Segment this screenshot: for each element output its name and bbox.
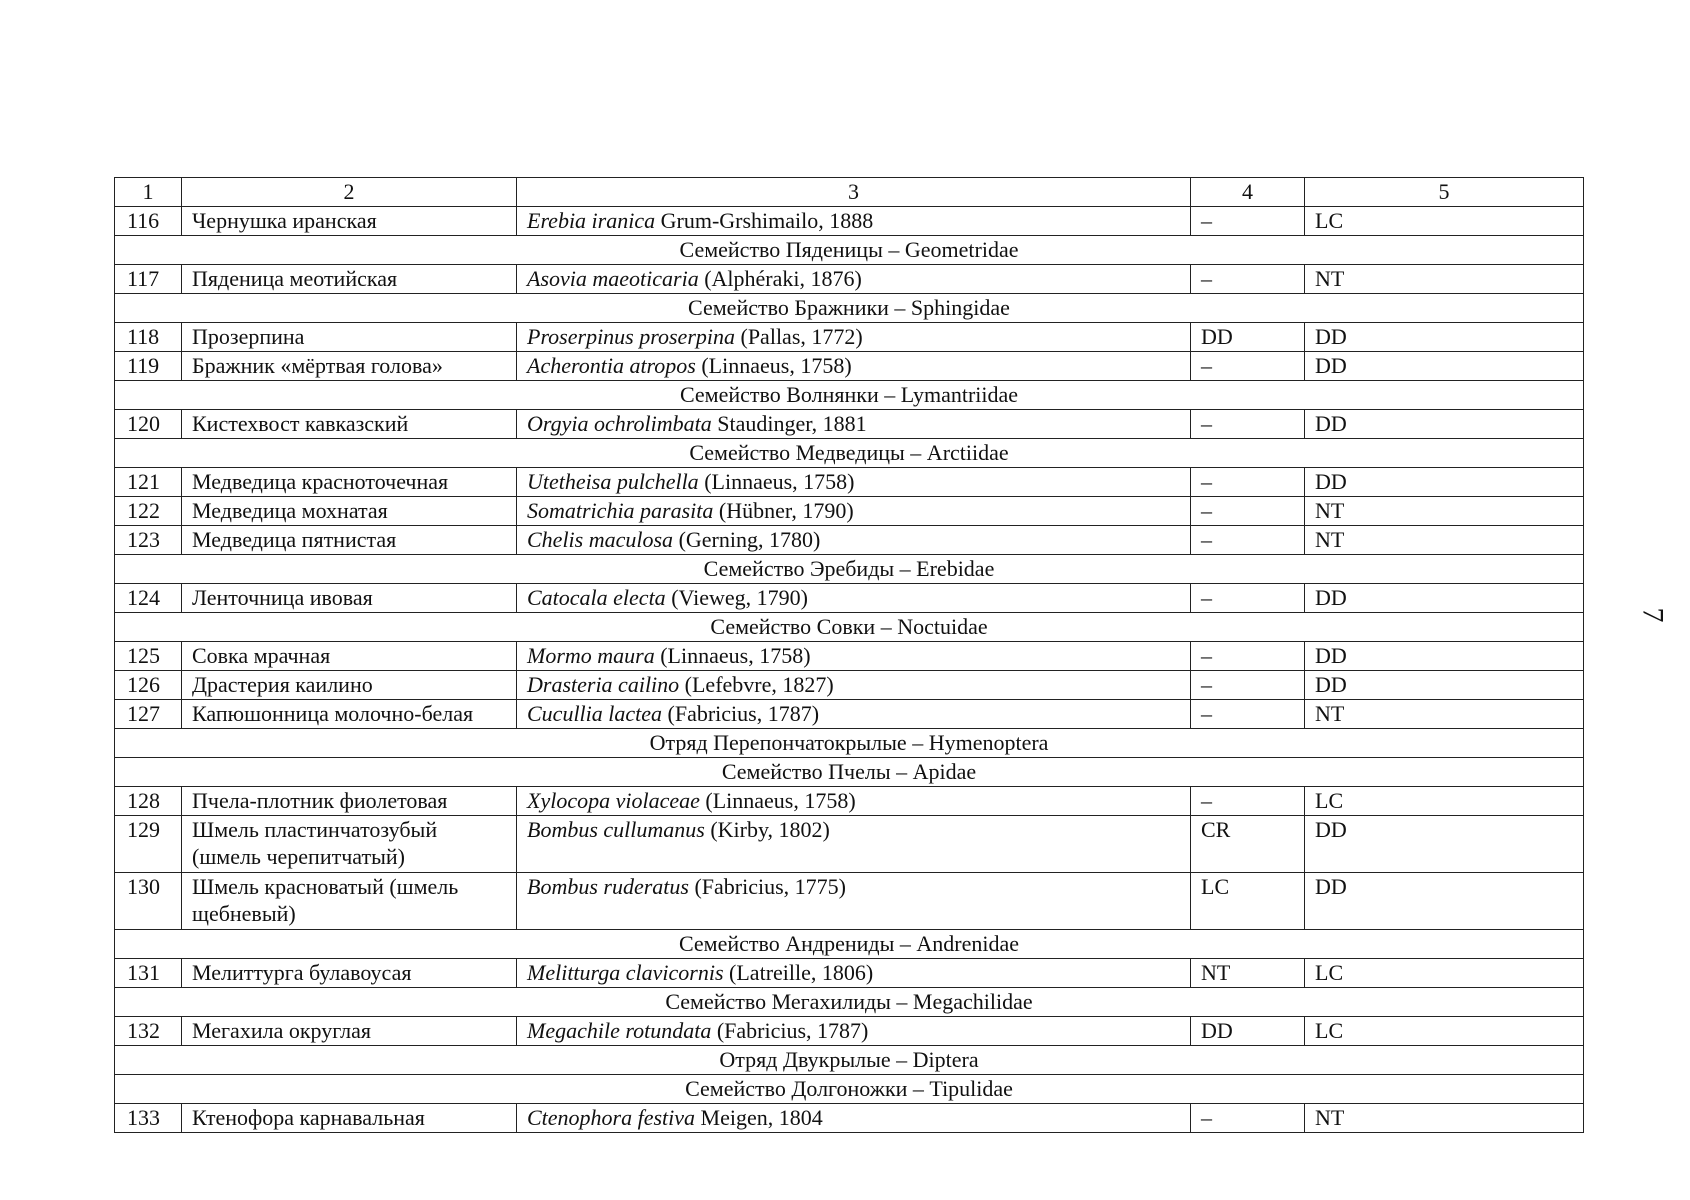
row-number: 122: [115, 497, 182, 526]
scientific-name: [517, 410, 1191, 439]
russian-name: Драстерия каилино: [182, 671, 517, 700]
row-number: 133: [115, 1104, 182, 1133]
group-heading-row: [115, 294, 1584, 323]
scientific-name: [517, 352, 1191, 381]
row-number: 128: [115, 787, 182, 816]
group-heading-row: [115, 729, 1584, 758]
group-heading-row: [115, 1075, 1584, 1104]
latin-binomial: Drasteria cailino: [527, 672, 680, 697]
russian-name: Медведица мохнатая: [182, 497, 517, 526]
status-col4: –: [1191, 700, 1305, 729]
status-col5: NT: [1305, 700, 1584, 729]
group-heading: Отряд Двукрылые – Diptera: [115, 1046, 1584, 1075]
group-heading: Семейство Мегахилиды – Megachilidae: [115, 988, 1584, 1017]
header-cell-5: 5: [1305, 178, 1584, 207]
latin-binomial: Asovia maeoticaria: [527, 266, 699, 291]
group-heading: Семейство Пчелы – Apidae: [115, 758, 1584, 787]
header-cell-3: 3: [517, 178, 1191, 207]
group-heading-row: [115, 930, 1584, 959]
latin-binomial: Melitturga clavicornis: [527, 960, 724, 985]
header-cell-4: 4: [1191, 178, 1305, 207]
latin-binomial: Chelis maculosa: [527, 527, 674, 552]
russian-name: Совка мрачная: [182, 642, 517, 671]
status-col4: CR: [1191, 816, 1305, 873]
group-heading-row: [115, 988, 1584, 1017]
author-year: Meigen, 1804: [695, 1105, 823, 1130]
row-number: 117: [115, 265, 182, 294]
status-col5: NT: [1305, 497, 1584, 526]
latin-binomial: Catocala electa: [527, 585, 666, 610]
scientific-name: [517, 1104, 1191, 1133]
scientific-name: [517, 816, 1191, 873]
russian-name: Пчела-плотник фиолетовая: [182, 787, 517, 816]
status-col4: –: [1191, 671, 1305, 700]
status-col5: DD: [1305, 468, 1584, 497]
header-cell-2: 2: [182, 178, 517, 207]
table-body: [115, 178, 1584, 1133]
row-number: 123: [115, 526, 182, 555]
status-col4: DD: [1191, 323, 1305, 352]
status-col5: DD: [1305, 671, 1584, 700]
status-col4: –: [1191, 497, 1305, 526]
row-number: 130: [115, 873, 182, 930]
scientific-name: [517, 526, 1191, 555]
scientific-name: [517, 700, 1191, 729]
author-year: (Fabricius, 1787): [711, 1018, 869, 1043]
status-col5: DD: [1305, 323, 1584, 352]
latin-binomial: Acherontia atropos: [527, 353, 696, 378]
row-number: 120: [115, 410, 182, 439]
table-row: [115, 700, 1584, 729]
russian-name: Ленточница ивовая: [182, 584, 517, 613]
table-row: [115, 526, 1584, 555]
latin-binomial: Erebia iranica: [527, 208, 656, 233]
row-number: 129: [115, 816, 182, 873]
row-number: 116: [115, 207, 182, 236]
row-number: 118: [115, 323, 182, 352]
group-heading-row: [115, 613, 1584, 642]
status-col5: LC: [1305, 787, 1584, 816]
author-year: (Pallas, 1772): [735, 324, 863, 349]
table-row: [115, 816, 1584, 873]
author-year: (Gerning, 1780): [673, 527, 821, 552]
status-col5: DD: [1305, 642, 1584, 671]
scientific-name: [517, 1017, 1191, 1046]
table-row: [115, 1104, 1584, 1133]
group-heading: Семейство Андрениды – Andrenidae: [115, 930, 1584, 959]
group-heading: Семейство Пяденицы – Geometridae: [115, 236, 1584, 265]
scientific-name: [517, 323, 1191, 352]
table-row: [115, 207, 1584, 236]
status-col5: LC: [1305, 207, 1584, 236]
row-number: 132: [115, 1017, 182, 1046]
scientific-name: [517, 873, 1191, 930]
latin-binomial: Bombus ruderatus: [527, 874, 689, 899]
status-col4: –: [1191, 584, 1305, 613]
table-row: [115, 873, 1584, 930]
group-heading-row: [115, 439, 1584, 468]
status-col4: –: [1191, 642, 1305, 671]
latin-binomial: Mormo maura: [527, 643, 655, 668]
russian-name: Бражник «мёртвая голова»: [182, 352, 517, 381]
latin-binomial: Ctenophora festiva: [527, 1105, 696, 1130]
latin-binomial: Xylocopa violaceae: [527, 788, 700, 813]
status-col4: NT: [1191, 959, 1305, 988]
row-number: 119: [115, 352, 182, 381]
table-row: [115, 323, 1584, 352]
scientific-name: [517, 584, 1191, 613]
row-number: 127: [115, 700, 182, 729]
status-col4: –: [1191, 1104, 1305, 1133]
group-heading-row: [115, 236, 1584, 265]
russian-name: Прозерпина: [182, 323, 517, 352]
author-year: (Lefebvre, 1827): [679, 672, 834, 697]
table-row: [115, 468, 1584, 497]
russian-name: Шмель пластинчатозубый (шмель черепитчатый): [182, 816, 517, 873]
latin-binomial: Orgyia ochrolimbata: [527, 411, 712, 436]
status-col4: –: [1191, 410, 1305, 439]
status-col4: –: [1191, 787, 1305, 816]
status-col5: DD: [1305, 410, 1584, 439]
status-col4: –: [1191, 526, 1305, 555]
author-year: (Linnaeus, 1758): [698, 469, 855, 494]
russian-name: Медведица красноточечная: [182, 468, 517, 497]
table-row: [115, 584, 1584, 613]
scientific-name: [517, 265, 1191, 294]
species-table: [114, 177, 1584, 1133]
table-row: [115, 497, 1584, 526]
table-row: [115, 410, 1584, 439]
author-year: (Fabricius, 1787): [662, 701, 820, 726]
table-row: [115, 671, 1584, 700]
status-col4: LC: [1191, 873, 1305, 930]
scientific-name: [517, 787, 1191, 816]
status-col5: DD: [1305, 352, 1584, 381]
author-year: Staudinger, 1881: [711, 411, 867, 436]
group-heading: Семейство Волнянки – Lymantriidae: [115, 381, 1584, 410]
group-heading: Отряд Перепончатокрылые – Hymenoptera: [115, 729, 1584, 758]
scientific-name: [517, 497, 1191, 526]
author-year: (Alphéraki, 1876): [698, 266, 862, 291]
russian-name: Ктенофора карнавальная: [182, 1104, 517, 1133]
author-year: (Linnaeus, 1758): [654, 643, 811, 668]
table-row: [115, 1017, 1584, 1046]
row-number: 124: [115, 584, 182, 613]
status-col4: –: [1191, 352, 1305, 381]
author-year: (Kirby, 1802): [704, 817, 830, 842]
status-col5: DD: [1305, 816, 1584, 873]
author-year: (Fabricius, 1775): [688, 874, 846, 899]
page-number: 7: [1636, 607, 1670, 623]
status-col5: LC: [1305, 959, 1584, 988]
author-year: Grum-Grshimailo, 1888: [655, 208, 874, 233]
russian-name: Пяденица меотийская: [182, 265, 517, 294]
group-heading: Семейство Медведицы – Arctiidae: [115, 439, 1584, 468]
group-heading-row: [115, 758, 1584, 787]
group-heading-row: [115, 555, 1584, 584]
status-col5: NT: [1305, 526, 1584, 555]
status-col5: NT: [1305, 265, 1584, 294]
scientific-name: [517, 207, 1191, 236]
scientific-name: [517, 642, 1191, 671]
header-cell-1: 1: [115, 178, 182, 207]
russian-name: Капюшонница молочно-белая: [182, 700, 517, 729]
status-col4: –: [1191, 265, 1305, 294]
status-col5: DD: [1305, 584, 1584, 613]
scientific-name: [517, 468, 1191, 497]
row-number: 121: [115, 468, 182, 497]
row-number: 131: [115, 959, 182, 988]
status-col5: NT: [1305, 1104, 1584, 1133]
group-heading-row: [115, 1046, 1584, 1075]
group-heading-row: [115, 381, 1584, 410]
table-row: [115, 787, 1584, 816]
row-number: 126: [115, 671, 182, 700]
russian-name: Чернушка иранская: [182, 207, 517, 236]
latin-binomial: Bombus cullumanus: [527, 817, 705, 842]
group-heading: Семейство Эребиды – Erebidae: [115, 555, 1584, 584]
table-row: [115, 642, 1584, 671]
table-row: [115, 959, 1584, 988]
row-number: 125: [115, 642, 182, 671]
russian-name: Кистехвост кавказский: [182, 410, 517, 439]
scientific-name: [517, 671, 1191, 700]
latin-binomial: Cucullia lactea: [527, 701, 663, 726]
latin-binomial: Utetheisa pulchella: [527, 469, 699, 494]
russian-name: Мелиттурга булавоусая: [182, 959, 517, 988]
author-year: (Latreille, 1806): [723, 960, 874, 985]
latin-binomial: Somatrichia parasita: [527, 498, 714, 523]
group-heading: Семейство Совки – Noctuidae: [115, 613, 1584, 642]
russian-name: Шмель красноватый (шмель щебневый): [182, 873, 517, 930]
latin-binomial: Proserpinus proserpina: [527, 324, 735, 349]
russian-name: Медведица пятнистая: [182, 526, 517, 555]
author-year: (Vieweg, 1790): [665, 585, 808, 610]
latin-binomial: Megachile rotundata: [527, 1018, 712, 1043]
table-row: [115, 352, 1584, 381]
status-col4: DD: [1191, 1017, 1305, 1046]
author-year: (Linnaeus, 1758): [699, 788, 856, 813]
author-year: (Linnaeus, 1758): [695, 353, 852, 378]
status-col4: –: [1191, 468, 1305, 497]
status-col5: LC: [1305, 1017, 1584, 1046]
author-year: (Hübner, 1790): [713, 498, 854, 523]
scientific-name: [517, 959, 1191, 988]
group-heading: Семейство Бражники – Sphingidae: [115, 294, 1584, 323]
header-row: [115, 178, 1584, 207]
status-col5: DD: [1305, 873, 1584, 930]
russian-name: Мегахила округлая: [182, 1017, 517, 1046]
status-col4: –: [1191, 207, 1305, 236]
table-row: [115, 265, 1584, 294]
group-heading: Семейство Долгоножки – Tipulidae: [115, 1075, 1584, 1104]
